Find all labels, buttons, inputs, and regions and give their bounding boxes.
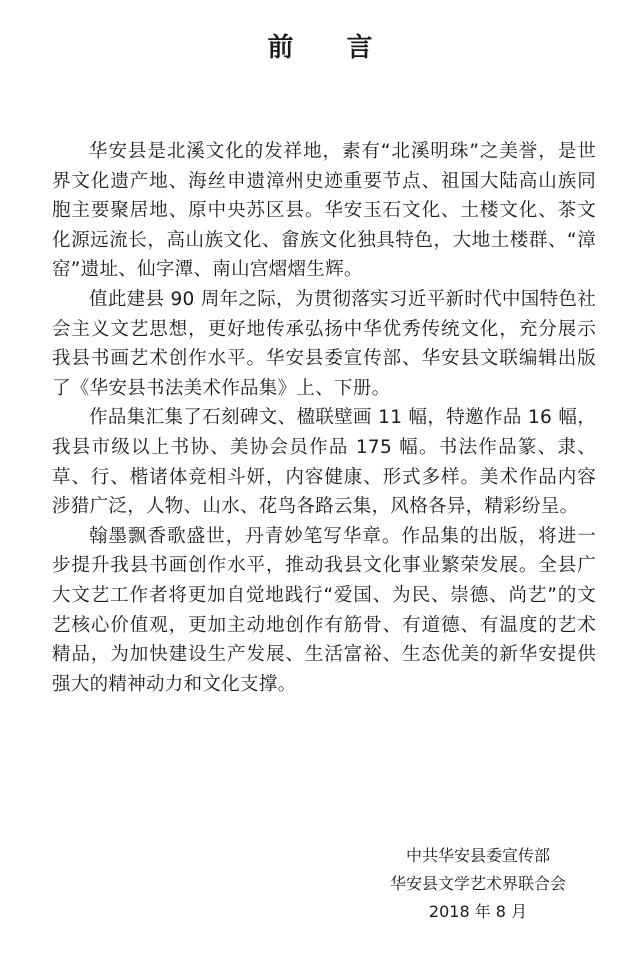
paragraph-1: 华安县是北溪文化的发祥地，素有“北溪明珠”之美誉，是世界文化遗产地、海丝申遗漳州史迹重要节点、祖国大陆高山族同胞主要聚居地、原中央苏区县。华安玉石文化、土楼文化、茶文化源远流长，高山族文化、畲族文化独具特色，大地土楼群、“漳窑”遗址、仙字潭、南山宫熠熠生辉。 [52,141,596,281]
signature-block [368,842,588,926]
signature-date: 2018 年 8 月 [428,902,528,921]
page-title: 前 言 [267,33,395,63]
paragraph-4: 翰墨飘香歌盛世，丹青妙笔写华章。作品集的出版，将进一步提升我县书画创作水平，推动我县文化事业繁荣发展。全县广大文艺工作者将更加自觉地践行“爱国、为民、崇德、尚艺”的文艺核心价值观，更加主动地创作有筋骨、有道德、有温度的艺术精品，为加快建设生产发展、生活富裕、生态优美的新华安提供强大的精神动力和文化支撑。 [52,525,596,695]
preface-body [52,137,596,699]
signature-org-federation: 华安县文学艺术界联合会 [389,874,566,893]
paragraph-3: 作品集汇集了石刻碑文、楹联壁画 11 幅，特邀作品 16 幅，我县市级以上书协、美协会员作品 175 幅。书法作品篆、隶、草、行、楷诸体竞相斗妍，内容健康、形式多样。美术作品内容涉猎广泛，人物、山水、花鸟各路云集，风格各异，精彩纷呈。 [52,407,596,518]
signature-org-propaganda: 中共华安县委宣传部 [405,846,550,865]
paragraph-2: 值此建县 90 周年之际，为贯彻落实习近平新时代中国特色社会主义文艺思想，更好地传承弘扬中华优秀传统文化，充分展示我县书画艺术创作水平。华安县委宣传部、华安县文联编辑出版了《华安县书法美术作品集》上、下册。 [52,288,596,399]
